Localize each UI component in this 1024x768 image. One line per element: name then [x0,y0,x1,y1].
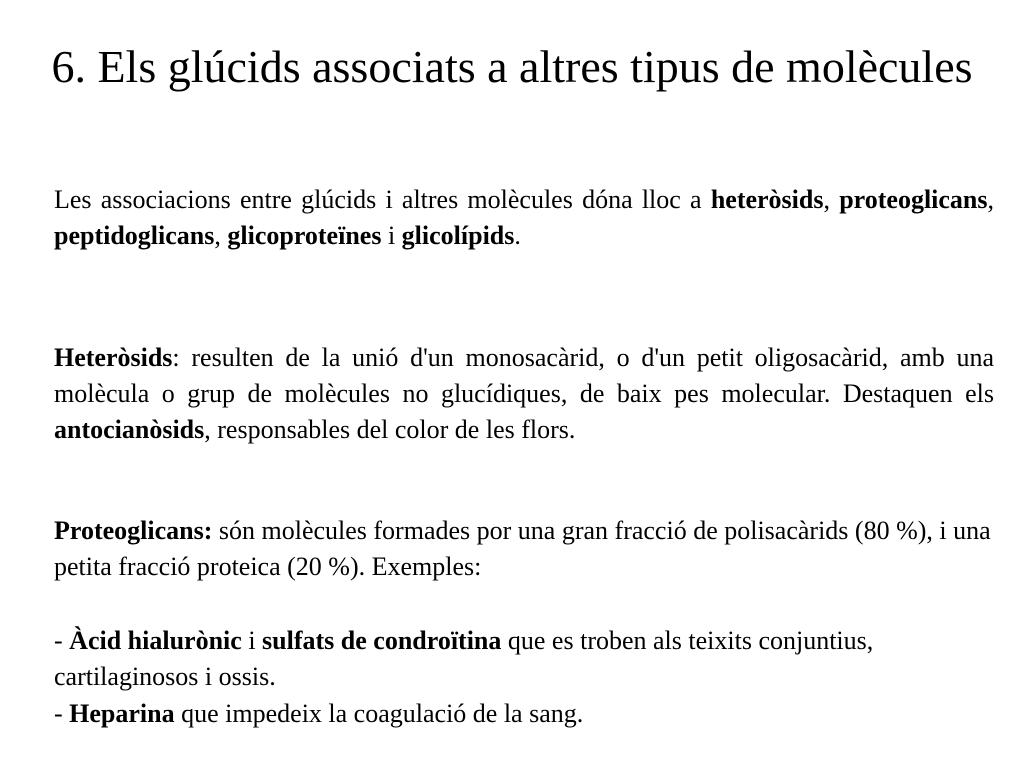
intro-text: Les associacions entre glúcids i altres molècules dóna lloc a [54,185,711,214]
heterosids-paragraph [54,340,994,448]
intro-separator: , [214,221,228,250]
proteoglicans-heading: Proteoglicans: [54,516,213,545]
intro-paragraph [54,182,994,254]
term-acid-hialuronic: Àcid hialurònic [69,626,242,655]
proteoglicans-text: són molècules formades por una gran fracció de polisacàrids (80 %), i una petita fracció proteica (20 %). Exemples: [54,516,991,581]
intro-separator: , [987,185,995,214]
heterosids-text-end: , responsables del color de les flors. [204,415,576,444]
example-text: que impedeix la coagulació de la sang. [174,699,584,728]
example-dash: - [54,699,70,728]
slide-title: 6. Els glúcids associats a altres tipus de molècules [51,41,973,92]
term-heterosids: heteròsids [710,185,824,214]
term-peptidoglicans: peptidoglicans [54,221,215,250]
heterosids-text: : resulten de la unió d'un monosacàrid, o d'un petit oligosacàrid, amb una molècula o grup de molècules no glucídiques, de baix pes molecular. Destaquen els [54,343,994,408]
heterosids-heading: Heteròsids [54,343,173,372]
intro-separator: i [381,221,402,250]
example-hyaluronic [54,623,994,695]
intro-separator: , [823,185,840,214]
term-sulfats-condroitina: sulfats de condroïtina [262,626,502,655]
example-text: que es troben als teixits conjuntius, cartilaginosos i ossis. [54,626,874,691]
example-heparina [54,696,994,732]
term-proteoglicans: proteoglicans [839,185,988,214]
term-glicoproteines: glicoproteïnes [227,221,382,250]
term-heparina: Heparina [69,699,175,728]
term-glicolipids: glicolípids [401,221,515,250]
term-antocianosids: antocianòsids [54,415,205,444]
example-dash: - [54,626,70,655]
proteoglicans-paragraph [54,513,994,585]
example-connector: i [241,626,263,655]
intro-end: . [514,221,521,250]
